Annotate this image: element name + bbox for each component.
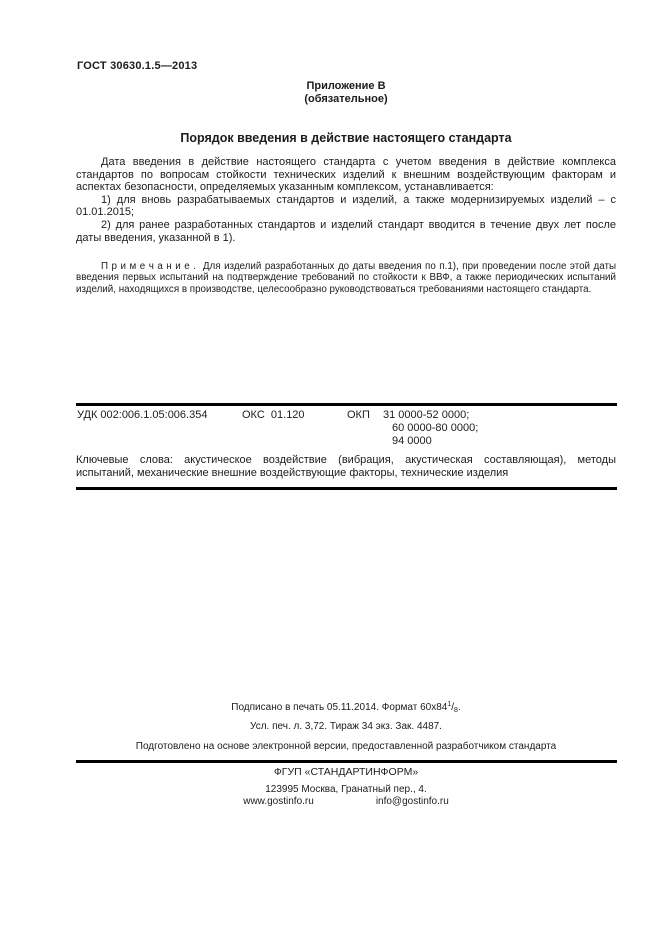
body-list-item-1: 1) для вновь разрабатываемых стандартов и изделий, а также модернизируемых изделий – с 01.01.2015;	[76, 193, 616, 219]
note-block	[76, 261, 616, 295]
edition-info-line: Усл. печ. л. 3,72. Тираж 34 экз. Зак. 4487.	[250, 721, 442, 732]
oks-code: ОКС 01.120	[242, 409, 305, 421]
contact-row	[76, 796, 616, 807]
annex-type: (обязательное)	[304, 92, 388, 105]
print-info-line	[76, 701, 616, 714]
format-numerator: 1	[447, 701, 452, 708]
horizontal-rule-keywords	[76, 487, 617, 490]
keywords-block	[76, 454, 616, 479]
horizontal-rule-top	[76, 403, 617, 406]
okp-value-1: 31 0000-52 0000;	[383, 409, 470, 421]
okp-label: ОКП	[347, 409, 370, 421]
section-title: Порядок введения в действие настоящего стандарта	[180, 131, 512, 145]
okp-values	[383, 409, 583, 448]
publisher-name: ФГУП «СТАНДАРТИНФОРМ»	[273, 766, 419, 778]
note-text: Для изделий разработанных до даты введения по п.1), при проведении после этой даты введения первых испытаний на подтверждение требований по стойкости к ВВФ, а также периодических испытаний изделий, находящихся в производстве, целесообразно руководствоваться требованиями настоящего стандарта.	[76, 261, 616, 295]
note-paragraph	[76, 261, 616, 295]
format-denominator: 8	[454, 707, 458, 714]
print-info-main: Подписано в печать 05.11.2014. Формат 60х84	[231, 702, 448, 713]
publisher-email: info@gostinfo.ru	[375, 796, 449, 807]
body-text	[76, 156, 616, 244]
publisher-address: 123995 Москва, Гранатный пер., 4.	[265, 784, 427, 795]
body-paragraph: Дата введения в действие настоящего стандарта с учетом введения в действие комплекса стандартов по вопросам стойкости технических изделий к внешним воздействующим факторам и аспектах безопасности, определяемых указанным комплексом, устанавливается:	[76, 156, 616, 194]
note-label: П р и м е ч а н и е .	[101, 261, 196, 272]
annex-heading	[76, 80, 616, 105]
okp-value-3: 94 0000	[392, 435, 432, 447]
annex-title: Приложение В	[306, 80, 386, 92]
body-list-item-2: 2) для ранее разработанных стандартов и изделий стандарт вводится в течение двух лет после даты введения, указанной в 1).	[76, 218, 616, 244]
publisher-website: www.gostinfo.ru	[243, 796, 314, 807]
format-period: .	[457, 702, 461, 713]
udk-code: УДК 002:006.1.05:006.354	[77, 409, 208, 421]
standard-number: ГОСТ 30630.1.5—2013	[77, 60, 198, 72]
keywords-text: Ключевые слова: акустическое воздействие (вибрация, акустическая составляющая), методы испытаний, механические внешние воздействующие факторы, технические изделия	[76, 454, 616, 479]
prepared-info-line: Подготовлено на основе электронной версии, предоставленной разработчиком стандарта	[135, 741, 557, 752]
page-content	[76, 0, 616, 936]
okp-value-2: 60 0000-80 0000;	[392, 422, 479, 434]
horizontal-rule-footer	[76, 760, 617, 763]
format-slash: /	[451, 702, 455, 713]
